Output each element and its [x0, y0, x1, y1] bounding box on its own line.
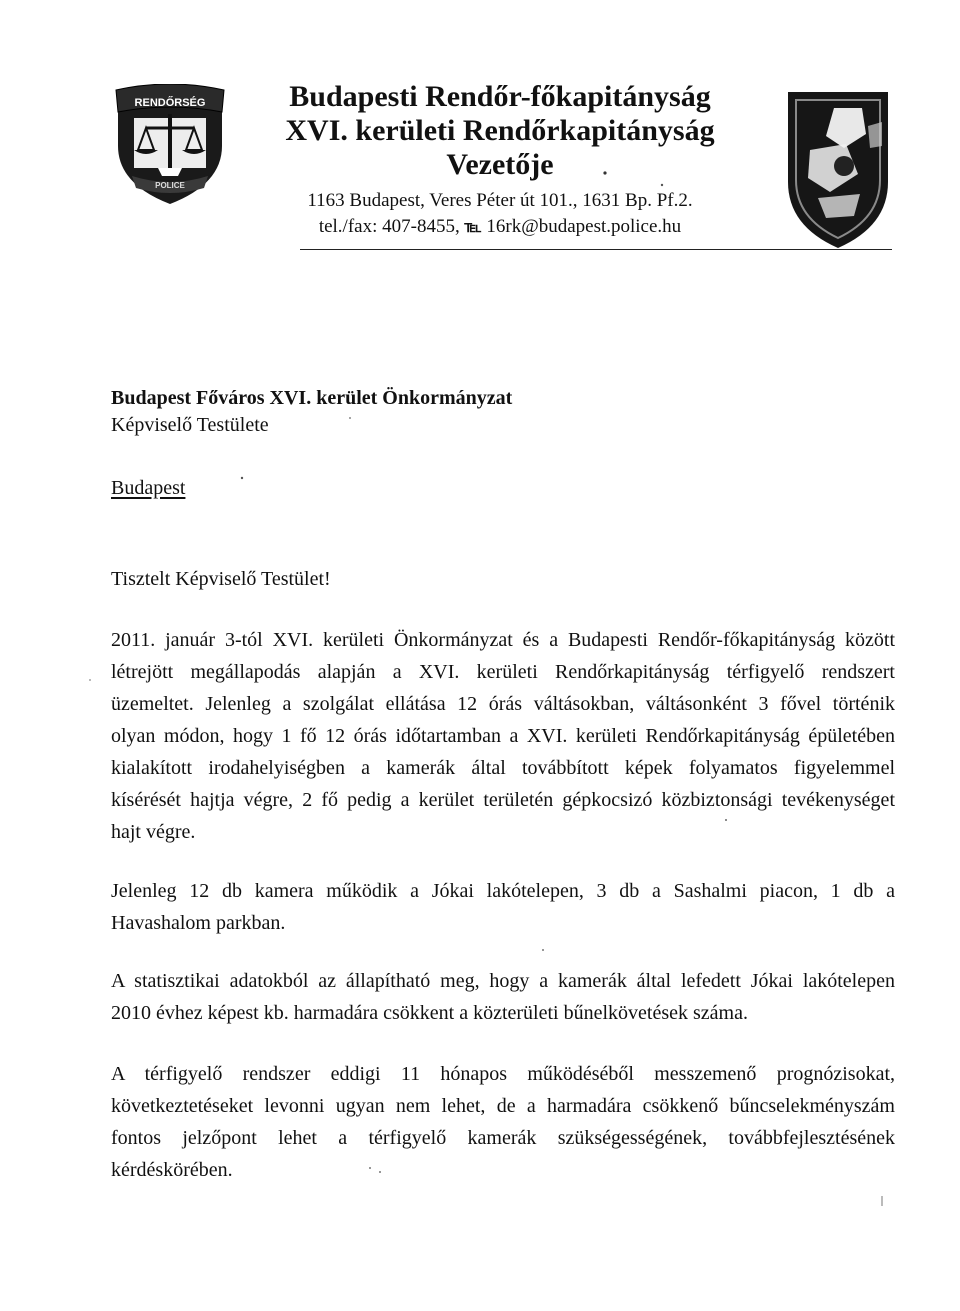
paragraph-3-line: 2010 évhez képest kb. harmadára csökkent a közterületi bűnelkövetések száma.: [111, 1002, 748, 1024]
letterhead-rule: [300, 249, 892, 250]
paragraph-4-line: A térfigyelő rendszer eddigi 11 hónapos működéséből messzemenő prognózisokat,: [111, 1063, 895, 1085]
letterhead-contact: [230, 214, 770, 241]
paragraph-4-line: fontos jelzőpont lehet a térfigyelő kamerák szükségességének, továbbfejlesztésének: [111, 1127, 895, 1149]
paragraph-1-line: kialakított irodahelyiségben a kamerák által továbbított képek folyamatos figyelemmel: [111, 757, 895, 779]
letterhead-line-1: Budapesti Rendőr-főkapitányság: [289, 80, 711, 113]
paragraph-3: [111, 965, 895, 1029]
paragraph-4: [111, 1058, 895, 1186]
paragraph-1: [111, 624, 895, 848]
paragraph-2-line: Jelenleg 12 db kamera működik a Jókai lakótelepen, 3 db a Sashalmi piacon, 1 db a: [111, 880, 895, 902]
paragraph-3-line: A statisztikai adatokból az állapítható meg, hogy a kamerák által lefedett Jókai lakótelepen: [111, 970, 895, 992]
paragraph-2: [111, 875, 895, 939]
paragraph-1-line: létrejött megállapodás alapján a XVI. kerületi Rendőrkapitányság térfigyelő rendszert: [111, 661, 895, 683]
letterhead-address: 1163 Budapest, Veres Péter út 101., 1631 Bp. Pf.2.: [307, 190, 693, 211]
paragraph-1-line: hajt végre.: [111, 821, 196, 843]
paragraph-1-line: kísérését hajtja végre, 2 fő pedig a kerület területén gépkocsizó közbiztonsági tevékenységet: [111, 789, 895, 811]
mail-icon: ℡: [464, 219, 482, 236]
letterhead-line-2: XVI. kerületi Rendőrkapitányság: [285, 114, 715, 147]
phone-fax: tel./fax: 407-8455,: [318, 216, 460, 237]
letterhead-line-3: Vezetője: [446, 148, 554, 181]
paragraph-1-line: üzemeltet. Jelenleg a szolgálat ellátása 12 órás váltásokban, váltásonként 3 fővel történik: [111, 693, 895, 715]
paragraph-4-line: következtetéseket levonni ugyan nem lehet, de a harmadára csökkenő bűncselekményszám: [111, 1095, 895, 1117]
recipient-line-2: Képviselő Testülete: [111, 414, 269, 436]
email-address[interactable]: 16rk@budapest.police.hu: [486, 216, 682, 237]
salutation: Tisztelt Képviselő Testület!: [111, 568, 331, 590]
police-badge-icon: [782, 86, 894, 252]
paragraph-2-line: Havashalom parkban.: [111, 912, 286, 934]
crest-banner-text: RENDŐRSÉG: [134, 97, 206, 109]
crest-lower-text: POLICE: [155, 181, 185, 190]
paragraph-4-line: kérdéskörében.: [111, 1159, 233, 1181]
paragraph-1-line: 2011. január 3-tól XVI. kerületi Önkormányzat és a Budapesti Rendőr-főkapitányság között: [111, 629, 895, 651]
recipient-line-1: Budapest Főváros XVI. kerület Önkormányzat: [111, 387, 513, 409]
paragraph-1-line: olyan módon, hogy 1 fő 12 órás időtartamban a XVI. kerületi Rendőrkapitányság épületében: [111, 725, 895, 747]
recipient-city: Budapest: [111, 477, 186, 499]
police-crest-icon: [112, 84, 228, 206]
letterhead: [230, 80, 770, 241]
